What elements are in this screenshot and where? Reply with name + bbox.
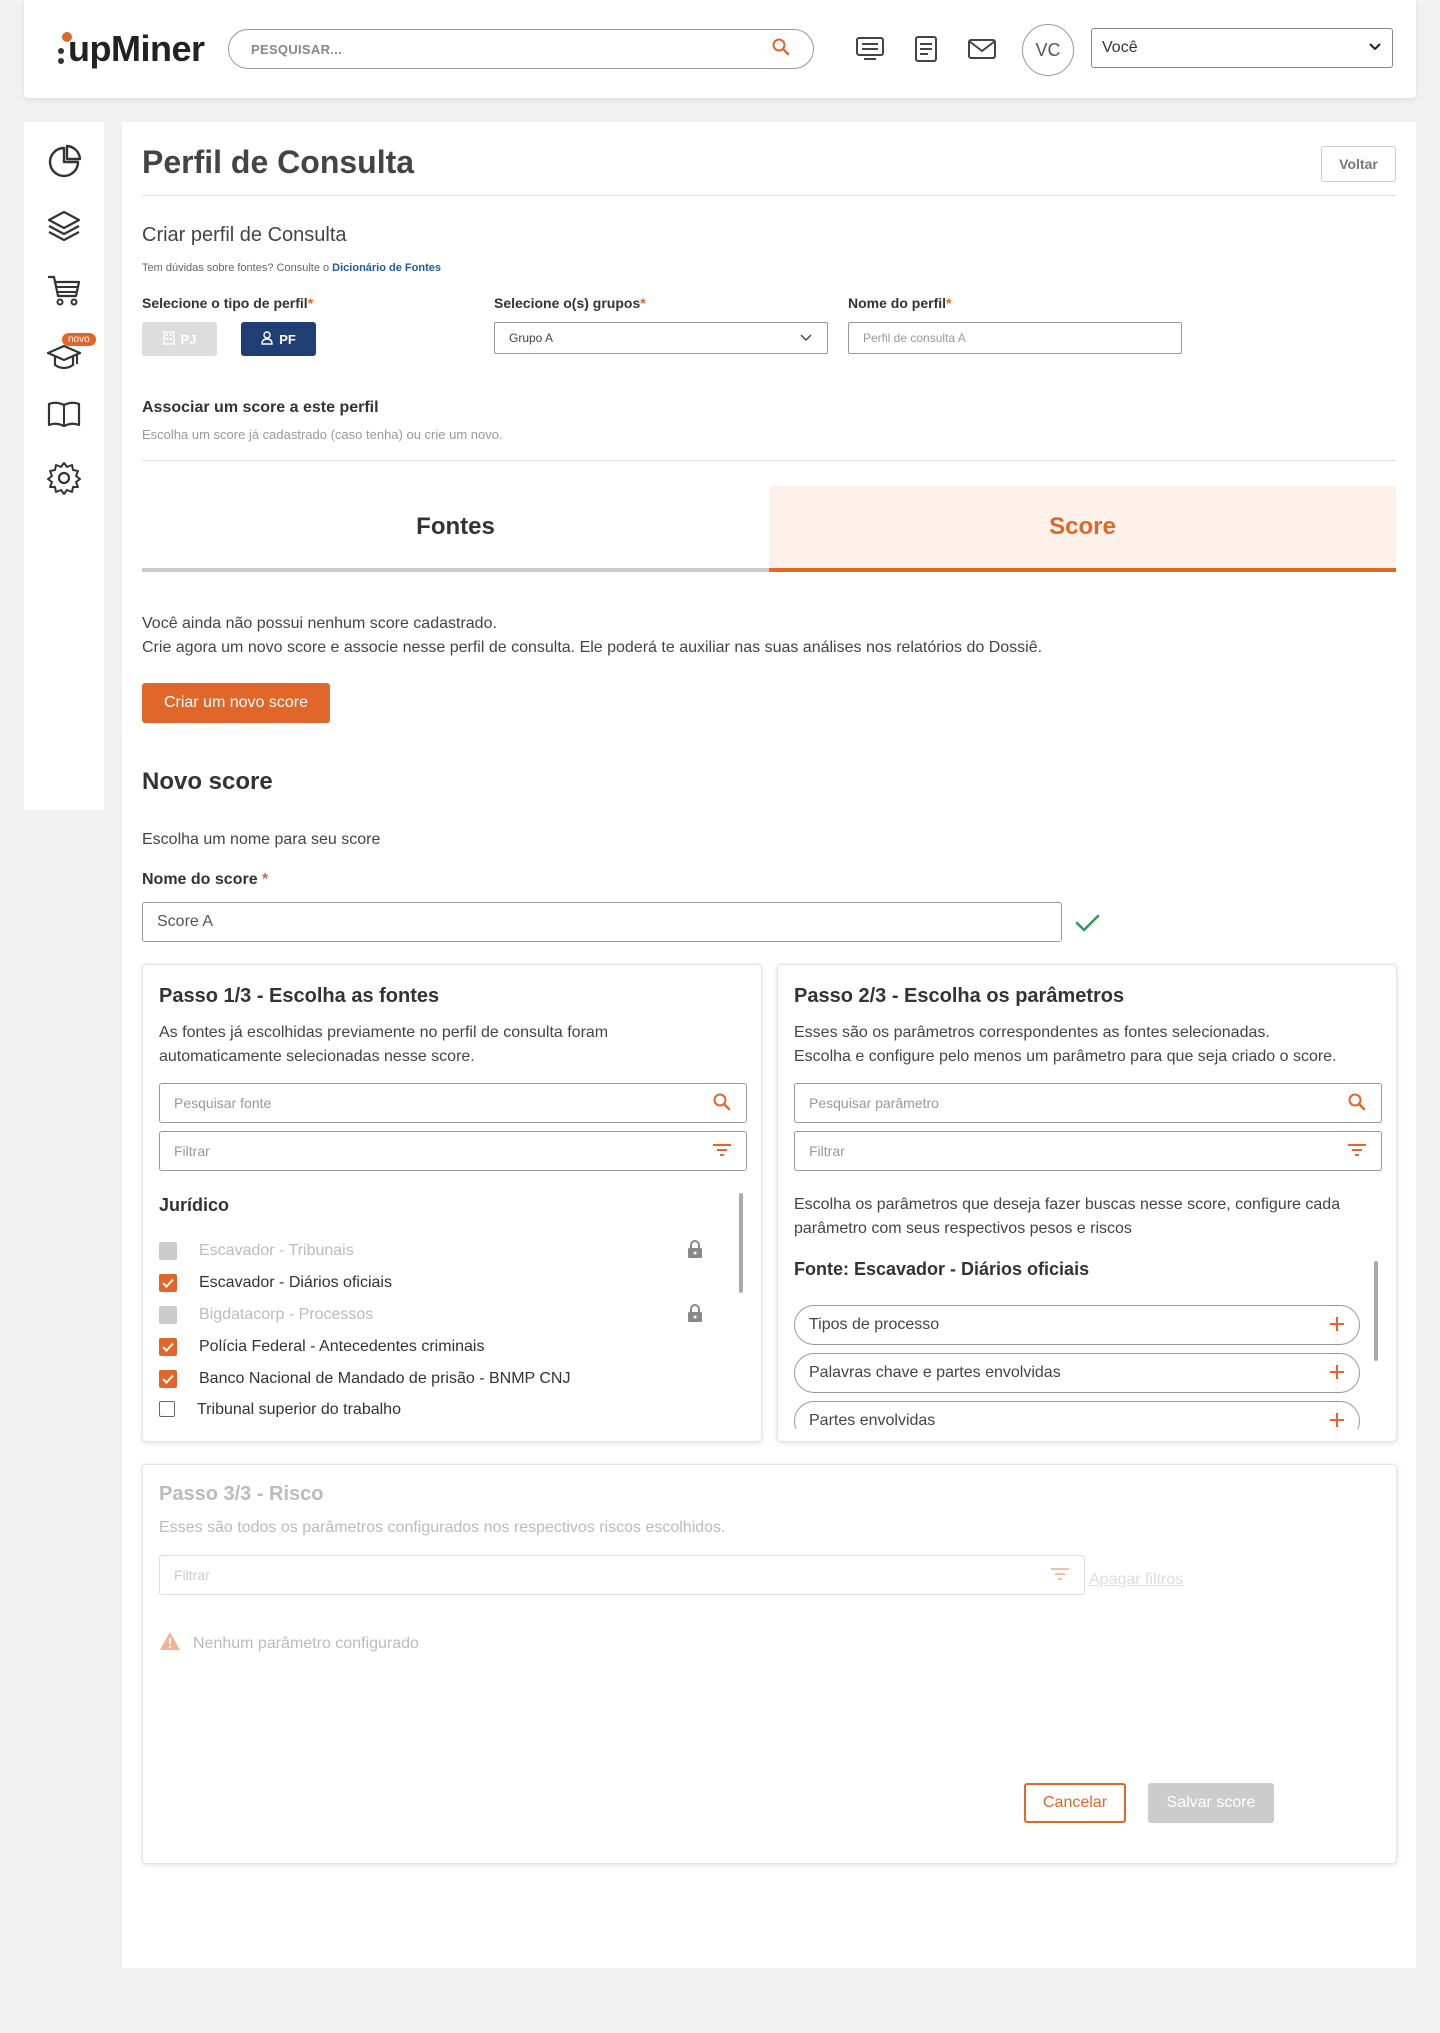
source-label: Escavador - Diários oficiais [199, 1274, 392, 1291]
checkbox-checked[interactable] [159, 1338, 177, 1356]
step1-card [142, 964, 762, 1442]
user-select-value: Você [1102, 39, 1138, 56]
source-item[interactable] [159, 1333, 729, 1361]
step2-desc-line1: Esses são os parâmetros correspondentes as fontes selecionadas. [794, 1024, 1270, 1041]
monitor-list-icon[interactable] [854, 33, 886, 65]
profile-type-label-text: Selecione o tipo de perfil [142, 295, 308, 311]
plus-icon[interactable] [1329, 1313, 1345, 1337]
profile-name-label-text: Nome do perfil [848, 295, 947, 311]
mail-icon[interactable] [966, 33, 998, 65]
search-placeholder: PESQUISAR... [251, 41, 343, 57]
sources-dictionary-link[interactable]: Dicionário de Fontes [332, 262, 441, 274]
associate-score-title: Associar um score a este perfil [142, 399, 379, 416]
risk-filter-input[interactable] [159, 1555, 1085, 1595]
back-button[interactable]: Voltar [1321, 146, 1396, 182]
filter-icon[interactable] [1050, 1566, 1070, 1585]
required-mark: * [946, 295, 952, 311]
parameter-label: Palavras chave e partes envolvidas [809, 1364, 1061, 1381]
create-score-button[interactable]: Criar um novo score [142, 683, 330, 723]
chevron-down-icon [1368, 39, 1382, 57]
score-name-value: Score A [157, 913, 214, 930]
parameter-filter-placeholder: Filtrar [809, 1143, 845, 1159]
novo-badge: novo [62, 333, 96, 346]
section-subtitle: Criar perfil de Consulta [142, 224, 347, 246]
filter-icon[interactable] [1347, 1142, 1367, 1161]
score-name-label [142, 871, 268, 889]
source-item[interactable] [159, 1365, 729, 1393]
association-divider [142, 460, 1396, 461]
step2-title: Passo 2/3 - Escolha os parâmetros [794, 985, 1125, 1007]
parameters-description [794, 1193, 1340, 1241]
no-score-line1: Você ainda não possui nenhum score cadastrado. [142, 615, 497, 632]
top-bar [24, 0, 1416, 98]
source-label: Polícia Federal - Antecedentes criminais [199, 1338, 485, 1355]
source-label: Escavador - Tribunais [199, 1242, 354, 1259]
checkbox-checked[interactable] [159, 1370, 177, 1388]
source-filter-placeholder: Filtrar [174, 1143, 210, 1159]
building-icon [163, 331, 175, 348]
profile-name-label [848, 295, 951, 311]
cart-icon[interactable] [44, 270, 84, 310]
associate-score-subtitle: Escolha um score já cadastrado (caso tenha) ou crie um novo. [142, 427, 503, 442]
step1-desc-line2: automaticamente selecionadas nesse score. [159, 1048, 475, 1065]
category-title: Jurídico [159, 1195, 230, 1215]
page-title: Perfil de Consulta [142, 144, 415, 180]
source-search-placeholder: Pesquisar fonte [174, 1095, 272, 1111]
checkbox-unchecked[interactable] [159, 1401, 175, 1417]
source-item [159, 1301, 729, 1329]
sources-hint [142, 262, 441, 274]
step3-description: Esses são todos os parâmetros configurados nos respectivos riscos escolhidos. [159, 1519, 726, 1536]
groups-label [494, 295, 646, 311]
risk-filter-placeholder: Filtrar [174, 1567, 210, 1583]
sidebar [24, 122, 104, 810]
source-item [159, 1237, 729, 1265]
parameter-filter-input[interactable] [794, 1131, 1382, 1171]
params-desc-line1: Escolha os parâmetros que deseja fazer buscas nesse score, configure cada [794, 1196, 1341, 1213]
save-score-button[interactable]: Salvar score [1148, 1783, 1274, 1823]
type-pf-label: PF [279, 331, 296, 347]
parameter-label: Partes envolvidas [809, 1412, 936, 1429]
document-icon[interactable] [910, 33, 942, 65]
empty-state-message: Nenhum parâmetro configurado [193, 1634, 419, 1652]
logo-text: upMiner [68, 28, 205, 69]
new-score-title: Novo score [142, 768, 273, 795]
global-search-input[interactable] [228, 29, 814, 69]
source-list-scrollbar[interactable] [739, 1193, 743, 1293]
parameter-search-input[interactable] [794, 1083, 1382, 1123]
no-score-line2: Crie agora um novo score e associe nesse perfil de consulta. Ele poderá te auxiliar nas suas análises nos relatórios do Dossiê. [142, 639, 1043, 656]
groups-select[interactable] [494, 322, 828, 354]
logo[interactable] [48, 22, 212, 74]
parameter-item[interactable] [794, 1305, 1360, 1345]
required-mark: * [307, 295, 314, 311]
parameter-source-title: Fonte: Escavador - Diários oficiais [794, 1259, 1090, 1279]
empty-state [159, 1631, 419, 1656]
source-label: Banco Nacional de Mandado de prisão - BNMP CNJ [199, 1370, 571, 1387]
clear-filters-link[interactable]: Apagar filtros [1089, 1571, 1184, 1588]
plus-icon[interactable] [1329, 1361, 1345, 1385]
type-pj-button[interactable] [142, 322, 217, 356]
step3-title: Passo 3/3 - Risco [159, 1483, 324, 1505]
search-icon[interactable] [1347, 1092, 1367, 1115]
gear-icon[interactable] [44, 458, 84, 498]
source-label: Bigdatacorp - Processos [199, 1306, 374, 1323]
plus-icon[interactable] [1329, 1409, 1345, 1429]
no-score-info [142, 612, 1042, 660]
check-icon [1072, 908, 1102, 938]
checkbox-disabled [159, 1242, 177, 1260]
step1-desc-line1: As fontes já escolhidas previamente no perfil de consulta foram [159, 1024, 609, 1041]
step1-description [159, 1021, 608, 1069]
parameter-item[interactable] [794, 1353, 1360, 1393]
source-label: Tribunal superior do trabalho [197, 1401, 401, 1417]
tab-score[interactable]: Score [769, 486, 1396, 572]
pie-chart-icon[interactable] [44, 142, 84, 182]
profile-name-placeholder: Perfil de consulta A [863, 331, 966, 345]
lock-icon [687, 1239, 703, 1264]
source-item[interactable] [159, 1397, 729, 1417]
main-content [122, 122, 1416, 1968]
profile-type-label [142, 295, 313, 311]
score-name-input[interactable] [142, 902, 1062, 942]
search-icon[interactable] [712, 1092, 732, 1115]
search-icon[interactable] [771, 37, 791, 62]
groups-label-text: Selecione o(s) grupos [494, 295, 641, 311]
cancel-button[interactable]: Cancelar [1024, 1783, 1126, 1823]
type-pf-button[interactable] [241, 322, 316, 356]
layers-icon[interactable] [44, 206, 84, 246]
required-mark: * [640, 295, 646, 311]
groups-select-value: Grupo A [509, 331, 554, 345]
warning-icon [159, 1631, 181, 1656]
parameter-label: Tipos de processo [809, 1316, 940, 1333]
required-mark: * [262, 871, 269, 888]
user-avatar[interactable]: VC [1022, 24, 1074, 76]
source-item[interactable] [159, 1269, 729, 1297]
score-name-label-text: Nome do score [142, 871, 258, 888]
checkbox-disabled [159, 1306, 177, 1324]
logo-colon-bottom [58, 58, 64, 64]
user-select[interactable] [1091, 28, 1393, 68]
logo-colon-top [58, 48, 64, 54]
parameter-search-placeholder: Pesquisar parâmetro [809, 1095, 939, 1111]
person-icon [261, 331, 273, 348]
step2-card [777, 964, 1397, 1442]
hint-text: Tem dúvidas sobre fontes? Consulte o [142, 262, 333, 274]
chevron-down-icon [799, 331, 813, 345]
choose-name-text: Escolha um nome para seu score [142, 831, 381, 848]
checkbox-checked[interactable] [159, 1274, 177, 1292]
step1-title: Passo 1/3 - Escolha as fontes [159, 985, 440, 1007]
step2-desc-line2: Escolha e configure pelo menos um parâmetro para que seja criado o score. [794, 1048, 1337, 1065]
profile-name-input[interactable] [848, 322, 1182, 354]
source-filter-input[interactable] [159, 1131, 747, 1171]
lock-icon [687, 1303, 703, 1328]
filter-icon[interactable] [712, 1142, 732, 1161]
params-desc-line2: parâmetro com seus respectivos pesos e riscos [794, 1220, 1132, 1237]
title-divider [142, 195, 1396, 196]
tab-fontes[interactable]: Fontes [142, 486, 769, 572]
type-pj-label: PJ [180, 331, 197, 347]
book-icon[interactable] [44, 394, 84, 434]
source-search-input[interactable] [159, 1083, 747, 1123]
parameter-list-clip [778, 1401, 1397, 1429]
step2-description [794, 1021, 1337, 1069]
parameter-item[interactable] [794, 1401, 1360, 1429]
parameter-list-scrollbar[interactable] [1374, 1261, 1378, 1361]
